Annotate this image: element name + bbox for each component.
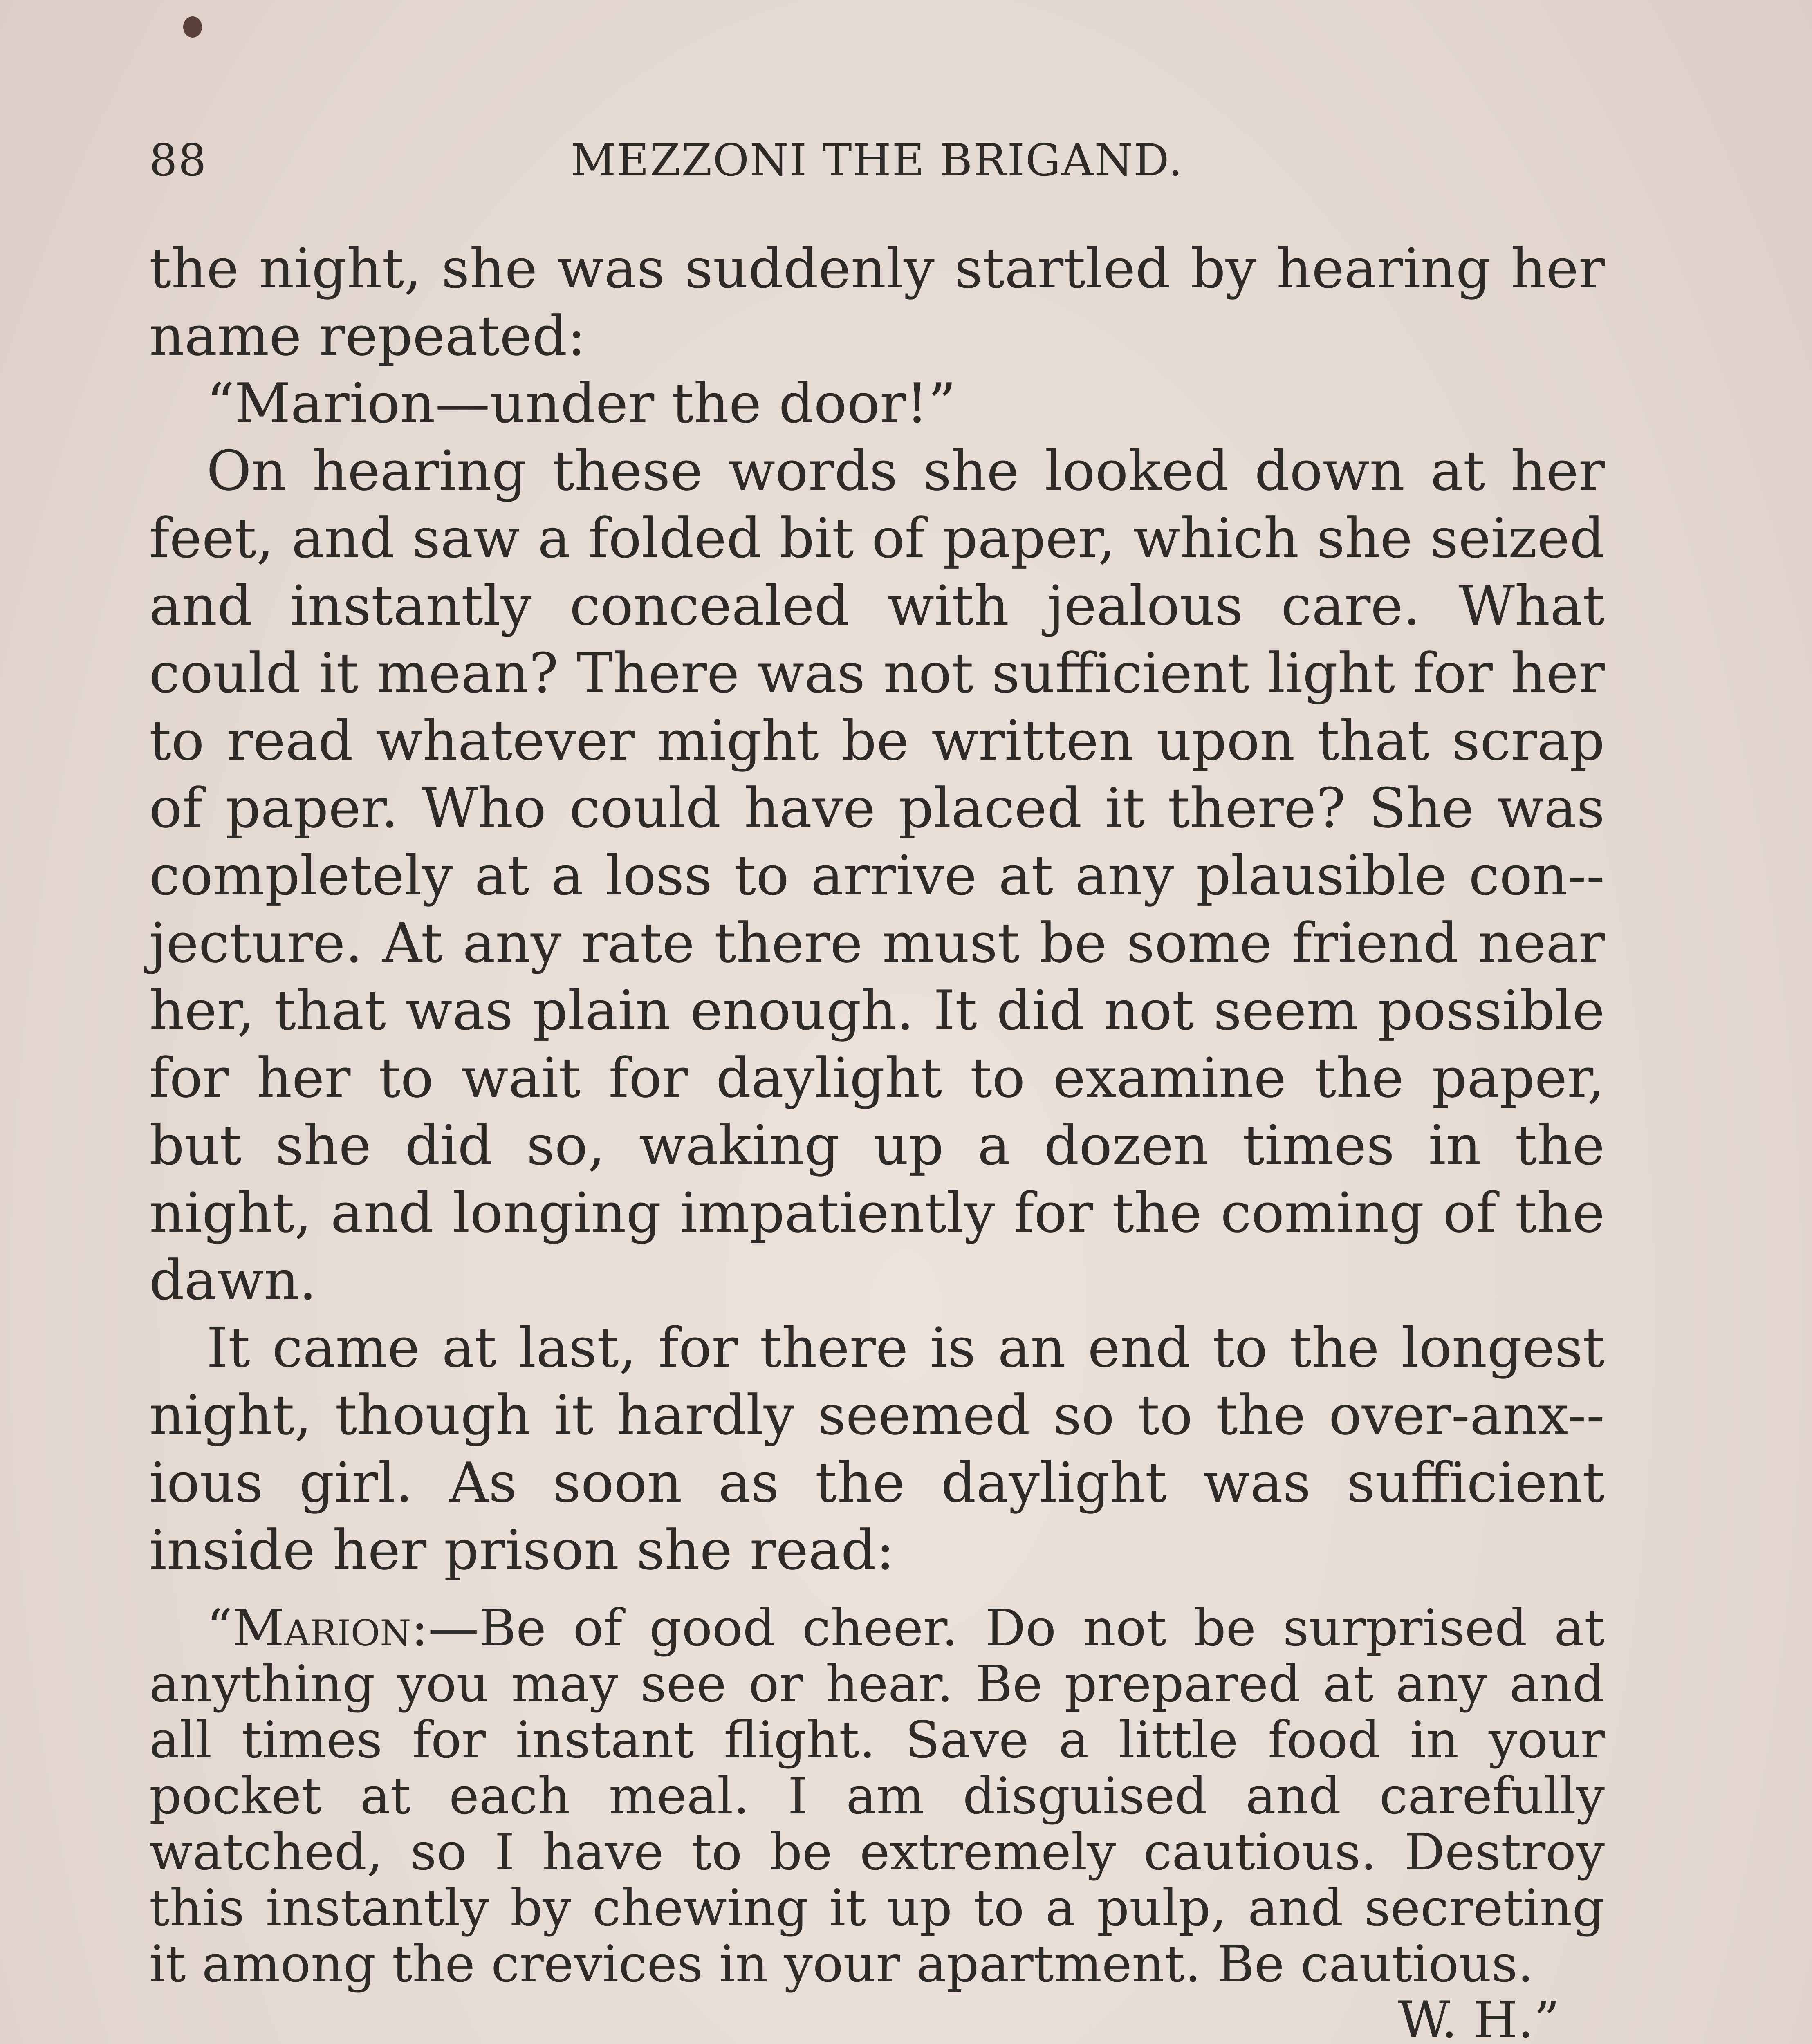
letter-text: :—Be of good cheer. Do not be surprised at anything you may see or hear. Be prepared at any and all times for instant flight. Save a little food in your pocket at each meal. I am disguised and carefully watched, so I have to be extremely cautious. Destroy this instantly by chewing it up to a pulp, and secreting it among the crevices in your apartment. Be cautious. [149,1599,1605,1994]
page-number: 88 [149,135,207,186]
quoted-letter [149,1600,1605,2044]
paragraph: the night, she was suddenly startled by hearing her name repeated: [149,237,1605,368]
paragraph: “Marion—under the door!” [206,372,956,435]
letter-signature: W. H.” [1398,1991,1560,2044]
paragraph: On hearing these words she looked down at her feet, and saw a folded bit of paper, which she seized and instantly concealed with jealous care. What could it mean? There was not sufficient light for her to read whatever might be written upon that scrap of paper. Who could have placed it there? She was completely at a loss to arrive at any plausible con-jecture. At any rate there must be some friend near her, that was plain enough. It did not seem possible for her to wait for daylight to examine the paper, but she did so, waking up a dozen times in the night, and longing impatiently for the coming of the dawn. [149,439,1605,1312]
running-title: MEZZONI THE BRIGAND. [570,135,1184,186]
body-text [149,235,1605,2044]
ink-spot [183,16,202,38]
letter-salutation: “Marion [206,1599,411,1658]
paragraph: It came at last, for there is an end to the longest night, though it hardly seemed so to the over-anx-ious girl. As soon as the daylight was sufficient inside her prison she read: [149,1316,1605,1582]
page-header [149,135,1605,200]
